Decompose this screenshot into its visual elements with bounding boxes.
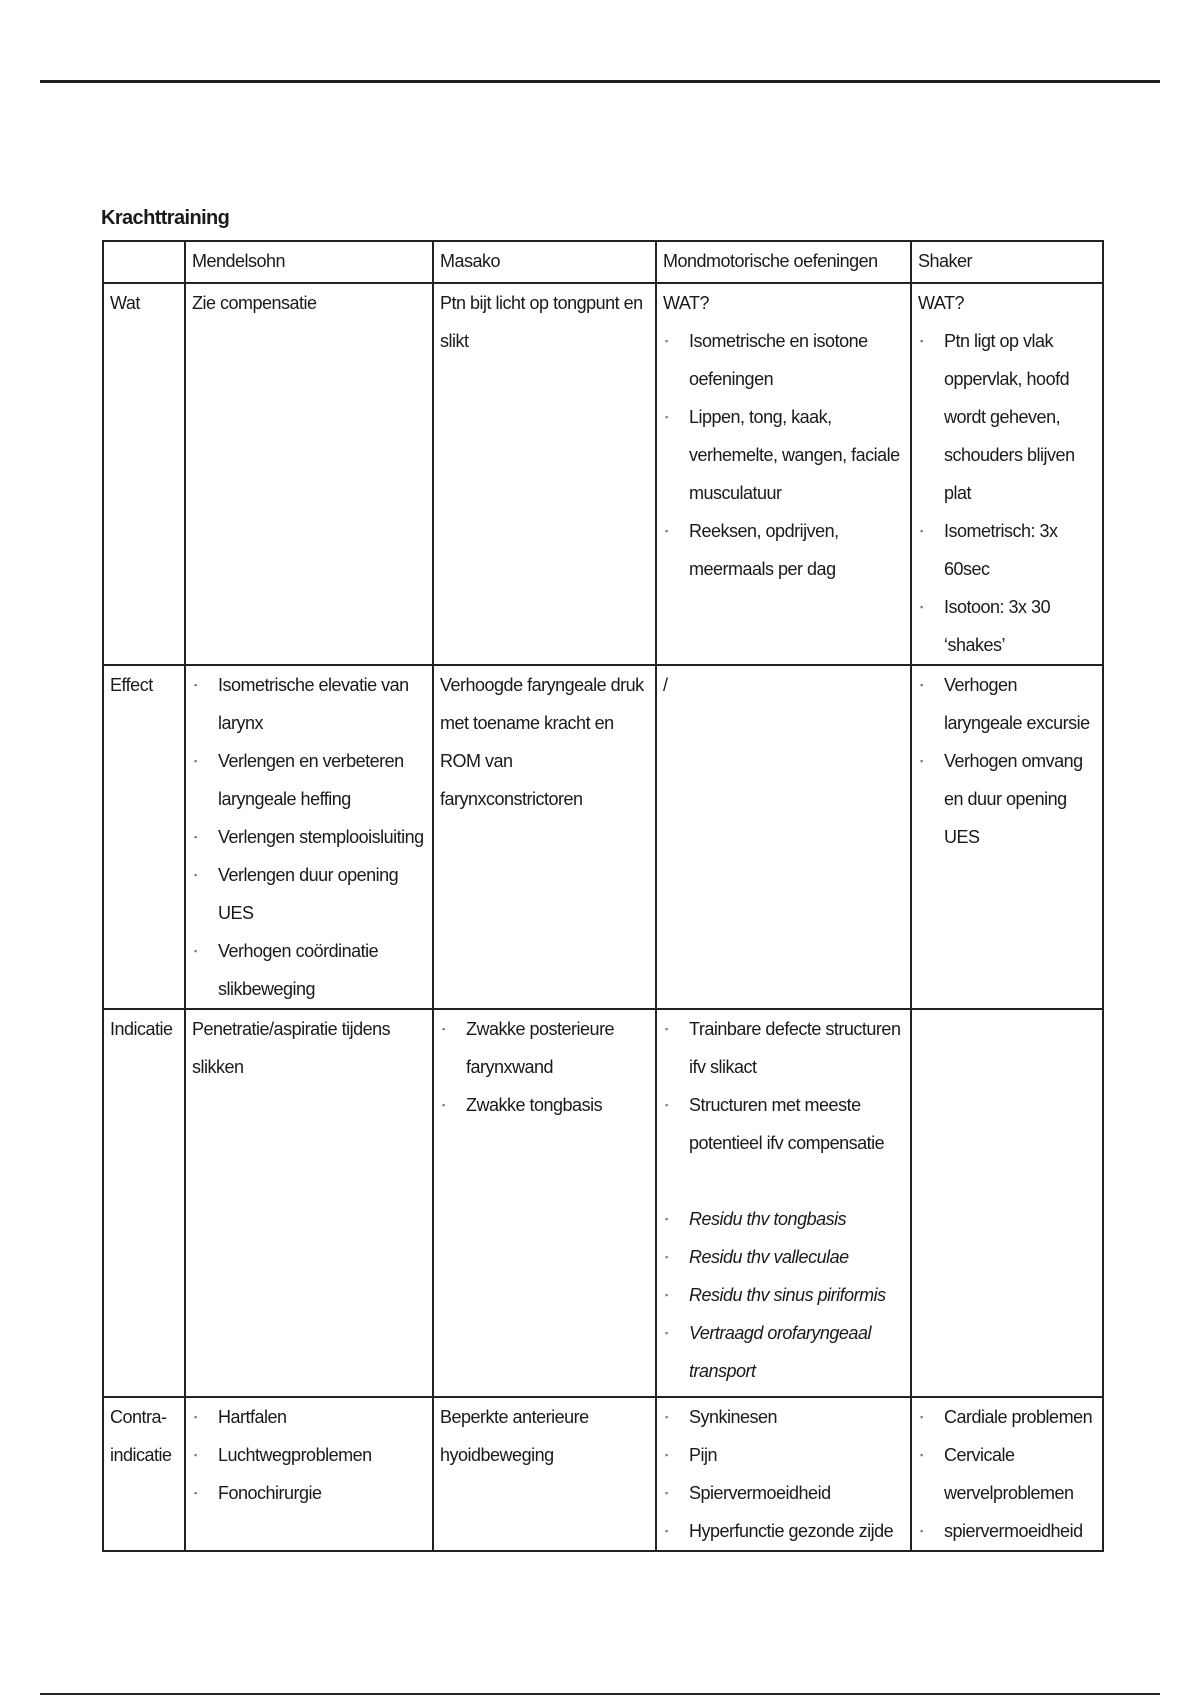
cell-indicatie-shaker	[911, 1009, 1103, 1397]
row-label-effect: Effect	[103, 665, 185, 1009]
spacer	[663, 1162, 904, 1200]
list-item: ▪ Zwakke posterieure farynxwand	[466, 1010, 649, 1086]
table-header-row	[103, 241, 1103, 283]
list-item: ▪ Hartfalen	[218, 1398, 426, 1436]
list-item: ▪ Synkinesen	[689, 1398, 904, 1436]
list-item: ▪ Fonochirurgie	[218, 1474, 426, 1512]
list-item: ▪ Isotoon: 3x 30 ‘shakes’	[944, 588, 1096, 664]
list-item: ▪ Isometrische elevatie van larynx	[218, 666, 426, 742]
list-item: ▪ spiervermoeidheid	[944, 1512, 1096, 1550]
cell-effect-masako: Verhoogde faryngeale druk met toename kracht en ROM van farynxconstrictoren	[433, 665, 656, 1009]
bullet-list	[918, 666, 1096, 856]
bullet-list	[918, 322, 1096, 664]
table-row-effect	[103, 665, 1103, 1009]
cell-effect-mendelsohn	[185, 665, 433, 1009]
list-item: ▪ Structuren met meeste potentieel ifv compensatie	[689, 1086, 904, 1162]
header-rule	[40, 80, 1160, 83]
cell-contra-mondmotorisch	[656, 1397, 911, 1551]
cell-intro: WAT?	[918, 293, 964, 313]
list-item: ▪ Residu thv sinus piriformis	[689, 1276, 904, 1314]
list-item: ▪ Verhogen coördinatie slikbeweging	[218, 932, 426, 1008]
header-mendelsohn: Mendelsohn	[185, 241, 433, 283]
list-item: ▪ Luchtwegproblemen	[218, 1436, 426, 1474]
cell-indicatie-masako	[433, 1009, 656, 1397]
cell-effect-shaker	[911, 665, 1103, 1009]
list-item: ▪ Cardiale problemen	[944, 1398, 1096, 1436]
bullet-list	[440, 1010, 649, 1124]
bullet-list	[663, 322, 904, 588]
list-item: ▪ Verlengen en verbeteren laryngeale heffing	[218, 742, 426, 818]
cell-indicatie-mendelsohn: Penetratie/aspiratie tijdens slikken	[185, 1009, 433, 1397]
list-item: ▪ Verhogen laryngeale excursie	[944, 666, 1096, 742]
list-item: ▪ Ptn ligt op vlak oppervlak, hoofd wordt geheven, schouders blijven plat	[944, 322, 1096, 512]
row-label-wat: Wat	[103, 283, 185, 665]
list-item: ▪ Cervicale wervelproblemen	[944, 1436, 1096, 1512]
kracht-table	[102, 240, 1104, 1552]
italic-bullet-list	[663, 1200, 904, 1390]
header-masako: Masako	[433, 241, 656, 283]
list-item: ▪ Verhogen omvang en duur opening UES	[944, 742, 1096, 856]
list-item: ▪ Spiervermoeidheid	[689, 1474, 904, 1512]
cell-effect-mondmotorisch: /	[656, 665, 911, 1009]
footer-rule	[40, 1693, 1160, 1695]
row-label-contra-indicatie: Contra-indicatie	[103, 1397, 185, 1551]
bullet-list	[663, 1398, 904, 1550]
cell-indicatie-mondmotorisch	[656, 1009, 911, 1397]
cell-contra-masako: Beperkte anterieure hyoidbeweging	[433, 1397, 656, 1551]
list-item: ▪ Pijn	[689, 1436, 904, 1474]
bullet-list	[663, 1010, 904, 1162]
list-item: ▪ Isometrische en isotone oefeningen	[689, 322, 904, 398]
list-item: ▪ Lippen, tong, kaak, verhemelte, wangen, faciale musculatuur	[689, 398, 904, 512]
table-row-wat	[103, 283, 1103, 665]
list-item: ▪ Reeksen, opdrijven, meermaals per dag	[689, 512, 904, 588]
cell-wat-mendelsohn: Zie compensatie	[185, 283, 433, 665]
list-item: ▪ Hyperfunctie gezonde zijde	[689, 1512, 904, 1550]
cell-wat-shaker	[911, 283, 1103, 665]
list-item: ▪ Residu thv tongbasis	[689, 1200, 904, 1238]
bullet-list	[918, 1398, 1096, 1550]
cell-contra-mendelsohn	[185, 1397, 433, 1551]
cell-wat-mondmotorisch	[656, 283, 911, 665]
cell-contra-shaker	[911, 1397, 1103, 1551]
cell-wat-masako: Ptn bijt licht op tongpunt en slikt	[433, 283, 656, 665]
bullet-list	[192, 1398, 426, 1512]
list-item: ▪ Residu thv valleculae	[689, 1238, 904, 1276]
list-item: ▪ Vertraagd orofaryngeaal transport	[689, 1314, 904, 1390]
table-row-indicatie	[103, 1009, 1103, 1397]
bullet-list	[192, 666, 426, 1008]
list-item: ▪ Verlengen stemplooisluiting	[218, 818, 426, 856]
header-shaker: Shaker	[911, 241, 1103, 283]
list-item: ▪ Verlengen duur opening UES	[218, 856, 426, 932]
row-label-indicatie: Indicatie	[103, 1009, 185, 1397]
header-mondmotorisch: Mondmotorische oefeningen	[656, 241, 911, 283]
section-title: Krachttraining	[101, 207, 230, 229]
list-item: ▪ Isometrisch: 3x 60sec	[944, 512, 1096, 588]
list-item: ▪ Zwakke tongbasis	[466, 1086, 649, 1124]
list-item: ▪ Trainbare defecte structuren ifv slikact	[689, 1010, 904, 1086]
header-cell-empty	[103, 241, 185, 283]
cell-intro: WAT?	[663, 293, 709, 313]
table-row-contra-indicatie	[103, 1397, 1103, 1551]
